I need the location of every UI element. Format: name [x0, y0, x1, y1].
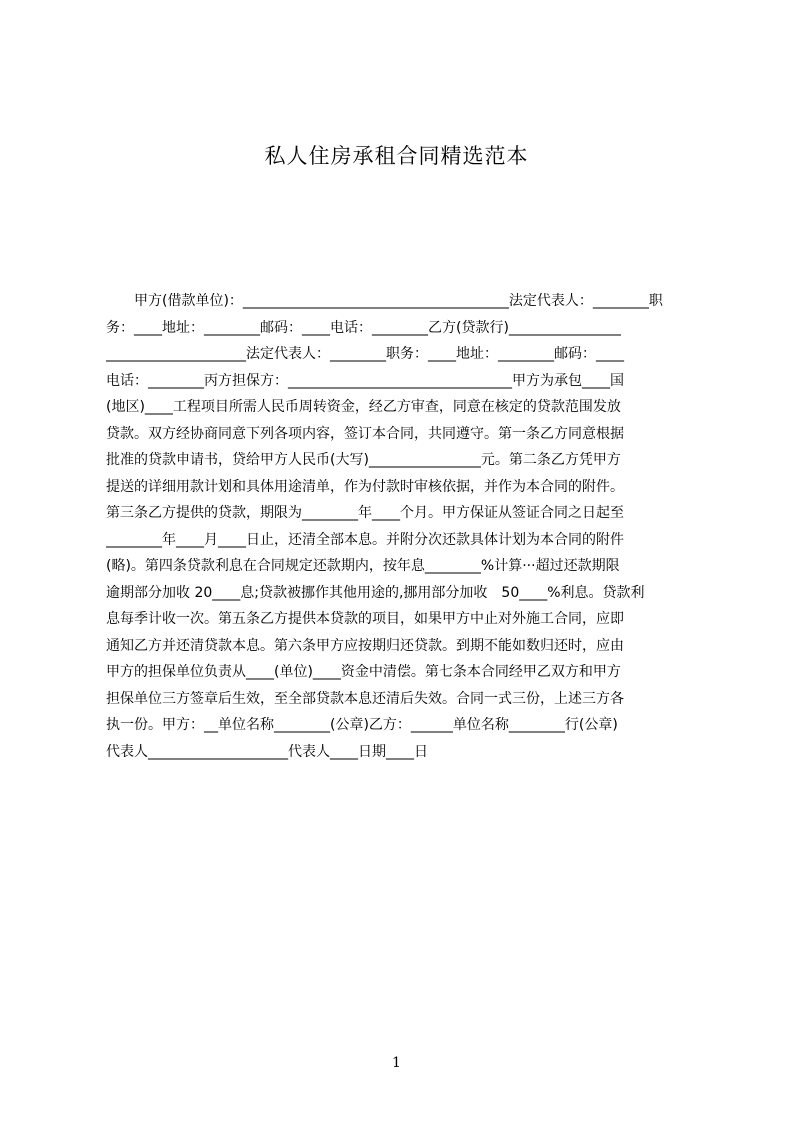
body-line: ____________________法定代表人：________职务：____地址：________邮码：____ — [106, 346, 624, 362]
body-line: 批准的贷款申请书，贷给甲方人民币(大写)________________元。第二条乙方凭甲方 — [106, 452, 621, 468]
body-line: (地区)____工程项目所需人民币周转资金，经乙方审查，同意在核定的贷款范围发放 — [106, 399, 621, 415]
contract-body — [106, 288, 696, 765]
body-line: 甲方(借款单位)：______________________________________法定代表人：________职 — [106, 293, 663, 309]
page-number: 1 — [392, 1055, 401, 1071]
body-line: 息每季计收一次。第五条乙方提供本贷款的项目，如果甲方中止对外施工合同，应即 — [106, 611, 624, 627]
body-line: ________年____月____日止，还清全部本息。并附分次还款具体计划为本合同的附件 — [106, 531, 624, 548]
body-line: 贷款。双方经协商同意下列各项内容，签订本合同，共同遵守。第一条乙方同意根据 — [106, 425, 624, 442]
body-line: 电话：________丙方担保方：________________________________甲方为承包____国 — [106, 372, 624, 389]
body-line: 执一份。甲方：__单位名称________(公章)乙方：______单位名称________行(公章) — [106, 717, 618, 733]
body-line: (略)。第四条贷款利息在合同规定还款期内，按年息________%计算···超过还款期限 — [106, 558, 620, 574]
body-line: 代表人____________________代表人____日期____日 — [106, 743, 428, 760]
body-line: 第三条乙方提供的贷款，期限为________年____个月。甲方保证从签证合同之日起至 — [106, 505, 624, 521]
body-line: 提送的详细用款计划和具体用途清单，作为付款时审核依据，并作为本合同的附件。 — [106, 478, 624, 495]
body-line: 甲方的担保单位负责从____(单位)____资金中清偿。第七条本合同经甲乙双方和甲方 — [106, 664, 621, 680]
body-line: 逾期部分加收 20____息;贷款被挪作其他用途的,挪用部分加收 50____%利息。贷款利 — [106, 584, 645, 601]
document-title: 私人住房承租合同精选范本 — [264, 144, 529, 168]
body-line: 担保单位三方签章后生效，至全部贷款本息还清后失效。合同一式三份，上述三方各 — [106, 690, 624, 707]
body-line: 通知乙方并还清贷款本息。第六条甲方应按期归还贷款。到期不能如数归还时，应由 — [106, 637, 624, 654]
body-line: 务：____地址：________邮码：____电话：________乙方(贷款行)________________ — [106, 319, 621, 336]
